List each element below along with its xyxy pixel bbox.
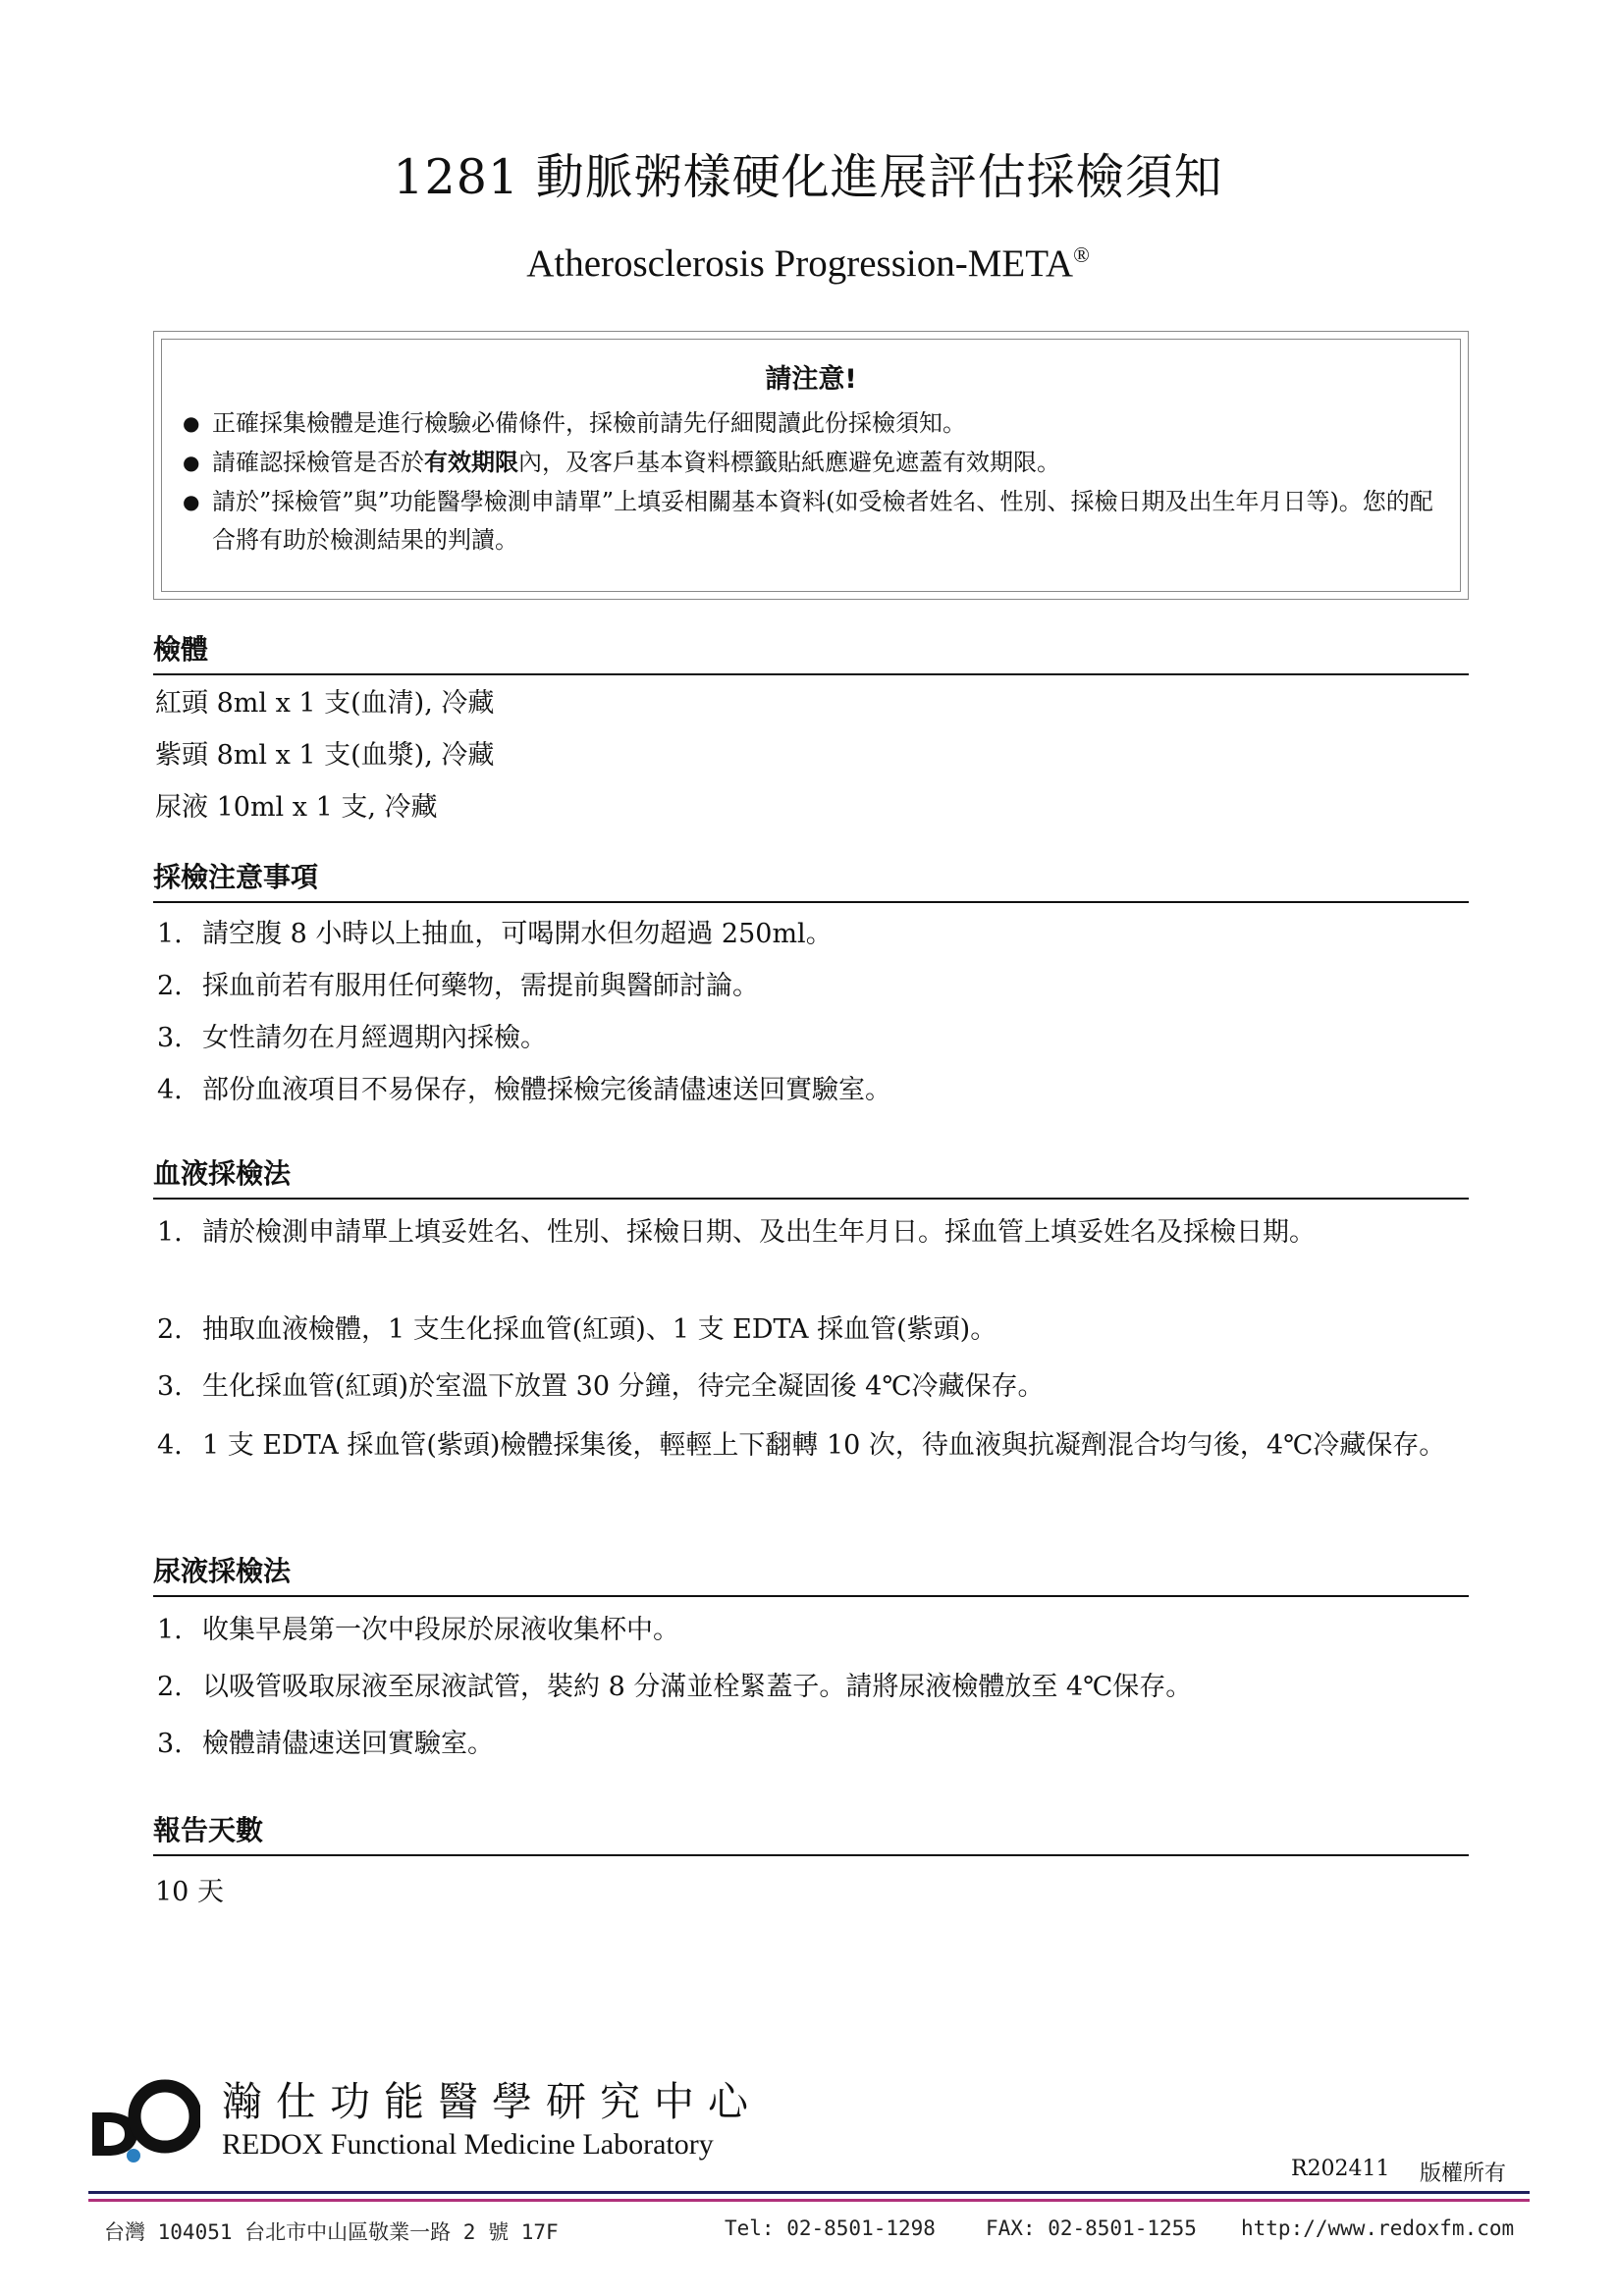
footer-website-link[interactable]: http://www.redoxfm.com bbox=[1241, 2216, 1515, 2240]
lab-name-chinese: 瀚仕功能醫學研究中心 bbox=[222, 2078, 762, 2125]
urine-text: 檢體請儘速送回實驗室。 bbox=[202, 1729, 494, 1759]
blood-text: 請於檢測申請單上填妥姓名、性別、採檢日期、及出生年月日。採血管上填妥姓名及採檢日期。 bbox=[202, 1217, 1316, 1248]
specimen-heading: 檢體 bbox=[153, 633, 209, 666]
section-divider bbox=[153, 1595, 1469, 1597]
specimen-line: 紅頭 8ml x 1 支(血清), 冷藏 bbox=[155, 688, 495, 719]
footer-address: 台灣 104051 台北市中山區敬業一路 2 號 17F bbox=[104, 2220, 559, 2244]
precaution-text: 女性請勿在月經週期內採檢。 bbox=[202, 1023, 547, 1053]
document-code: R202411 bbox=[1291, 2157, 1390, 2181]
report-days-value: 10 天 bbox=[155, 1877, 224, 1907]
blood-text: 抽取血液檢體，1 支生化採血管(紅頭)、1 支 EDTA 採血管(紫頭)。 bbox=[202, 1314, 997, 1345]
redox-logo-icon bbox=[90, 2073, 200, 2163]
notice-item bbox=[183, 444, 1439, 482]
document-page: 1281 動脈粥樣硬化進展評估採檢須知 Atherosclerosis Progression-META® 請注意! ● 正確採集檢體是進行檢驗必備條件，採檢前請先仔細閱讀此份採檢須知。 ● 請確認採檢管是否於有效期限內，及客戶基本資料標籤貼紙應避免遮蓋有效期限。 ● 請於”採檢管”與”功能醫學檢測申請單”上填妥相關基本資料(如受檢者姓名、性別、採檢日期及出生年月日等)。您的配合將有助於檢測結果的判讀。 檢體 紅頭 8ml x 1 支(血清), 冷藏 紫頭 8ml x 1 支(血漿), 冷藏 尿液 10ml x 1 支, 冷藏 採檢注意事項 1. 請空腹 8 小時以上抽血，可喝開水但勿超過 250ml。 2. 採血前若有服用任何藥物，需提前與醫師討論。 3. 女性請勿在月經週期內採檢。 4. 部份血液項目不易保存，檢體採檢完後請儘速送回實驗室。 血液採檢法 1. 請於檢測申請單上填妥姓名、性別、採檢日期、及出生年月日。採血管上填妥姓名及採檢日期。 2. 抽取血液檢體，1 支生化採血管(紅頭)、1 支 EDTA 採血管(紫頭)。 3. 生化採血管(紅頭)於室溫下放置 30 分鐘，待完全凝固後 4℃冷藏保存。 4. 1 支 EDTA 採血管(紫頭)檢體採集後，輕輕上下翻轉 10 次，待血液與抗凝劑混合均勻後，4℃冷藏保存。 尿液採檢法 1. 收集早晨第一次中段尿於尿液收集杯中。 2. 以吸管吸取尿液至尿液試管，裝約 8 分滿並栓緊蓋子。請將尿液檢體放至 4℃保存。 3. 檢體請儘速送回實驗室。 報告天數 10 天 瀚仕功能醫學研究中心 REDOX Functional Medicine Laboratory R202411 版權所有 台灣 104051 台北市中山區敬業一路 2 號 17F Tel: 02-8501-1298 FAX: 02-8501-1255 http://www.redoxfm.com bbox=[0, 0, 1616, 2296]
specimen-line: 尿液 10ml x 1 支, 冷藏 bbox=[155, 792, 438, 823]
precaution-text: 採血前若有服用任何藥物，需提前與醫師討論。 bbox=[202, 971, 759, 1001]
notice-item-emphasis: 有效期限 bbox=[424, 449, 518, 476]
notice-item-text-before: 請確認採檢管是否於 bbox=[212, 449, 424, 476]
notice-item bbox=[183, 483, 1439, 560]
notice-item bbox=[183, 404, 1439, 443]
section-divider bbox=[153, 673, 1469, 675]
document-title: 1281 動脈粥樣硬化進展評估採檢須知 bbox=[393, 149, 1223, 205]
report-heading: 報告天數 bbox=[153, 1814, 264, 1846]
blood-text: 生化採血管(紅頭)於室溫下放置 30 分鐘，待完全凝固後 4℃冷藏保存。 bbox=[202, 1371, 1045, 1402]
specimen-line: 紫頭 8ml x 1 支(血漿), 冷藏 bbox=[155, 740, 495, 771]
bullet-icon: ● bbox=[183, 451, 200, 474]
footer-divider-navy bbox=[88, 2191, 1530, 2194]
section-divider bbox=[153, 1198, 1469, 1200]
subtitle-text: Atherosclerosis Progression-META bbox=[526, 242, 1074, 285]
notice-item-text: 正確採集檢體是進行檢驗必備條件，採檢前請先仔細閱讀此份採檢須知。 bbox=[212, 409, 966, 437]
footer-tel: Tel: 02-8501-1298 bbox=[725, 2216, 936, 2240]
precautions-heading: 採檢注意事項 bbox=[153, 861, 319, 893]
bullet-icon: ● bbox=[183, 490, 200, 513]
footer-divider-magenta bbox=[88, 2199, 1530, 2202]
precaution-text: 請空腹 8 小時以上抽血，可喝開水但勿超過 250ml。 bbox=[202, 919, 833, 949]
urine-text: 收集早晨第一次中段尿於尿液收集杯中。 bbox=[202, 1615, 679, 1645]
section-divider bbox=[153, 1854, 1469, 1856]
footer-fax: FAX: 02-8501-1255 bbox=[986, 2216, 1197, 2240]
notice-item-text: 請於”採檢管”與”功能醫學檢測申請單”上填妥相關基本資料(如受檢者姓名、性別、採檢日期及出生年月日等)。您的配合將有助於檢測結果的判讀。 bbox=[212, 488, 1433, 554]
section-divider bbox=[153, 901, 1469, 903]
lab-name-english: REDOX Functional Medicine Laboratory bbox=[222, 2128, 714, 2161]
bullet-icon: ● bbox=[183, 411, 200, 435]
blood-text: 1 支 EDTA 採血管(紫頭)檢體採集後，輕輕上下翻轉 10 次，待血液與抗凝劑混合均勻後，4℃冷藏保存。 bbox=[202, 1430, 1446, 1461]
registered-mark: ® bbox=[1073, 242, 1090, 267]
urine-text: 以吸管吸取尿液至尿液試管，裝約 8 分滿並栓緊蓋子。請將尿液檢體放至 4℃保存。 bbox=[202, 1672, 1193, 1702]
notice-item-text-after: 內，及客戶基本資料標籤貼紙應避免遮蓋有效期限。 bbox=[518, 449, 1060, 476]
notice-title: 請注意! bbox=[765, 364, 857, 395]
urine-heading: 尿液採檢法 bbox=[153, 1555, 292, 1587]
document-subtitle bbox=[0, 241, 1616, 288]
blood-heading: 血液採檢法 bbox=[153, 1157, 292, 1190]
precaution-text: 部份血液項目不易保存，檢體採檢完後請儘速送回實驗室。 bbox=[202, 1075, 891, 1105]
copyright-notice: 版權所有 bbox=[1420, 2162, 1507, 2186]
